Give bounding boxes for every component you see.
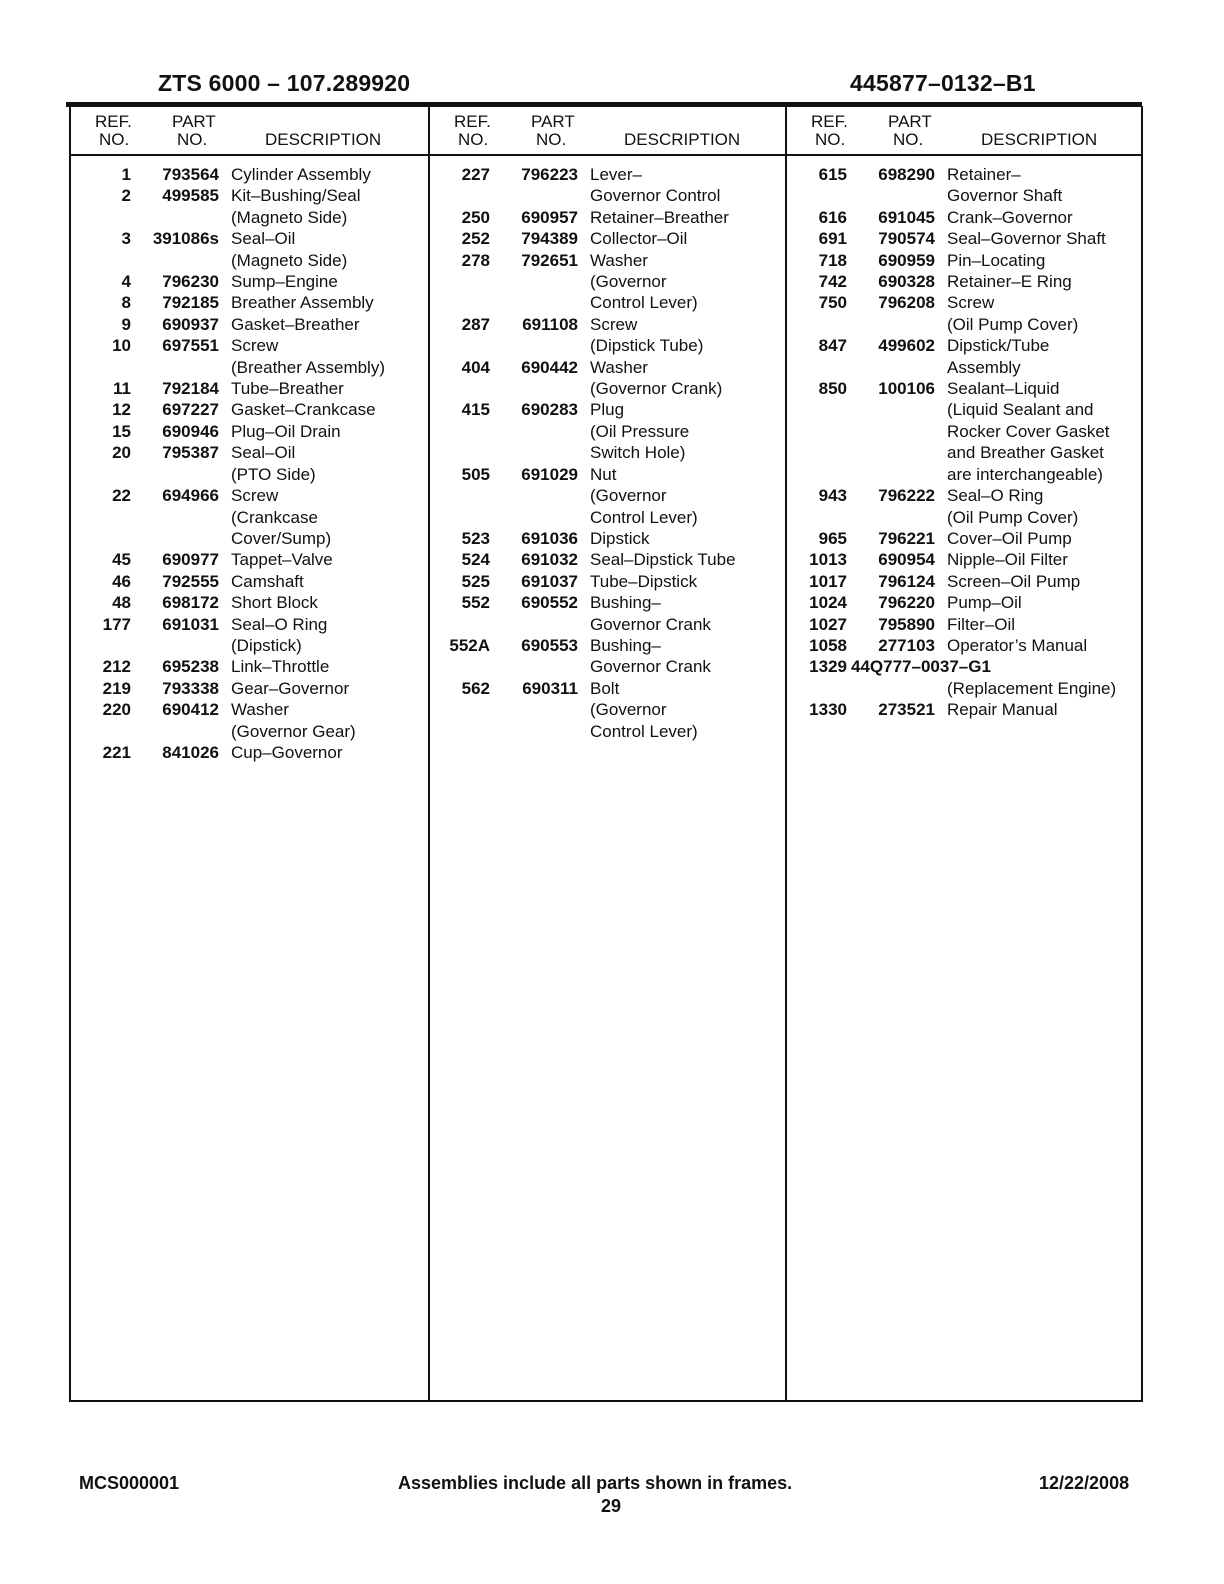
part-row — [787, 228, 1143, 249]
column-header — [430, 106, 787, 156]
part-number: 796221 — [878, 528, 935, 548]
ref-number: 562 — [461, 678, 490, 698]
part-row — [430, 164, 787, 207]
part-description: Screw (Dipstick Tube) — [590, 314, 704, 356]
part-row — [71, 571, 428, 592]
header-ref: REF. — [95, 112, 132, 131]
ref-number: 1329 — [809, 657, 847, 677]
part-row — [71, 656, 428, 677]
part-number: 690283 — [521, 400, 578, 420]
ref-number: 850 — [818, 379, 847, 399]
ref-number: 718 — [818, 250, 847, 270]
part-number: 698172 — [162, 593, 219, 613]
part-number: 690442 — [521, 357, 578, 377]
part-description: Seal–Dipstick Tube — [590, 550, 736, 570]
header-part-no: NO. — [893, 130, 924, 149]
ref-number: 616 — [818, 207, 847, 227]
header-part-no: NO. — [536, 130, 567, 149]
header-part-no: NO. — [177, 130, 208, 149]
part-number: 796222 — [878, 486, 935, 506]
part-description: Filter–Oil — [947, 614, 1016, 634]
ref-number: 2 — [121, 186, 131, 206]
part-row — [430, 228, 787, 249]
part-description: Crank–Governor — [947, 207, 1073, 227]
ref-number: 212 — [102, 657, 131, 677]
parts-column-1 — [71, 106, 428, 1400]
part-description: Sump–Engine — [231, 272, 338, 292]
ref-number: 1058 — [809, 635, 847, 655]
part-number: 695238 — [162, 657, 219, 677]
part-description: Tappet–Valve — [231, 550, 333, 570]
part-row — [71, 699, 428, 742]
part-description: Gasket–Crankcase — [231, 400, 376, 420]
part-number: 391086s — [152, 229, 219, 249]
ref-number: 48 — [112, 593, 131, 613]
ref-number: 221 — [102, 742, 131, 762]
part-row — [71, 592, 428, 613]
part-number: 796220 — [878, 593, 935, 613]
part-description: Sealant–Liquid (Liquid Sealant and Rocker Cover Gasket and Breather Gasket are interchangeable) — [947, 379, 1110, 484]
ref-number: 847 — [818, 336, 847, 356]
ref-number: 227 — [461, 165, 490, 184]
part-number: 499602 — [878, 336, 935, 356]
ref-number: 415 — [461, 400, 490, 420]
part-description: Washer (Governor Crank) — [590, 357, 723, 399]
ref-number: 8 — [121, 293, 131, 313]
part-row — [787, 207, 1143, 228]
ref-number: 177 — [102, 614, 131, 634]
part-number: 690959 — [878, 250, 935, 270]
part-description: Breather Assembly — [231, 293, 374, 313]
part-number: 499585 — [162, 186, 219, 206]
ref-number: 1 — [121, 165, 131, 184]
part-description: Retainer–Breather — [590, 207, 729, 227]
part-row — [430, 635, 787, 678]
part-row — [787, 656, 1143, 699]
part-row — [71, 399, 428, 420]
part-number: 690954 — [878, 550, 935, 570]
ref-number: 615 — [818, 165, 847, 184]
part-number: 796230 — [162, 272, 219, 292]
part-number: 793564 — [162, 165, 219, 184]
part-row — [71, 271, 428, 292]
part-description: Dipstick/Tube Assembly — [947, 336, 1050, 377]
part-description: Plug–Oil Drain — [231, 421, 341, 441]
part-description: Seal–Oil (Magneto Side) — [231, 229, 348, 270]
part-number: 690553 — [521, 635, 578, 655]
part-row — [787, 271, 1143, 292]
part-description: Gear–Governor — [231, 678, 350, 698]
part-number: 793338 — [162, 678, 219, 698]
part-number: 44Q777–0037–G1 — [851, 657, 991, 677]
ref-number: 1330 — [809, 700, 847, 720]
footer-code: MCS000001 — [79, 1473, 180, 1493]
ref-number: 9 — [121, 314, 131, 334]
ref-number: 45 — [112, 550, 131, 570]
part-description: Screw (Crankcase Cover/Sump) — [231, 486, 332, 548]
part-description: Plug (Oil Pressure Switch Hole) — [590, 400, 690, 463]
part-number: 690328 — [878, 272, 935, 292]
part-description: Dipstick — [590, 528, 650, 548]
part-description: Seal–Oil (PTO Side) — [231, 443, 316, 484]
part-number: 691045 — [878, 207, 935, 227]
footer-note: Assemblies include all parts shown in frames. — [398, 1473, 793, 1493]
part-description: Screw (Breather Assembly) — [231, 336, 385, 377]
part-row — [787, 335, 1143, 378]
header-description: DESCRIPTION — [981, 130, 1098, 149]
part-row — [430, 678, 787, 742]
part-row — [430, 314, 787, 357]
ref-number: 22 — [112, 486, 131, 506]
part-description: Pump–Oil — [947, 593, 1022, 613]
ref-number: 220 — [102, 700, 131, 720]
ref-number: 505 — [461, 464, 490, 484]
header-part: PART — [888, 112, 932, 131]
ref-number: 250 — [461, 207, 490, 227]
ref-number: 524 — [461, 550, 490, 570]
part-row — [430, 357, 787, 400]
part-row — [71, 314, 428, 335]
part-number: 100106 — [878, 379, 935, 399]
ref-number: 742 — [818, 272, 847, 292]
part-description: Retainer–E Ring — [947, 272, 1072, 292]
part-number: 792555 — [162, 571, 219, 591]
part-number: 690311 — [522, 678, 578, 698]
ref-number: 11 — [113, 379, 131, 399]
ref-number: 20 — [112, 443, 131, 463]
part-row — [71, 742, 428, 763]
ref-number: 1024 — [809, 593, 847, 613]
part-number: 690946 — [162, 421, 219, 441]
ref-number: 552 — [461, 593, 490, 613]
part-row — [71, 378, 428, 399]
part-description: Cup–Governor — [231, 742, 343, 762]
part-number: 690937 — [162, 314, 219, 334]
part-description: Screw (Oil Pump Cover) — [947, 293, 1079, 334]
part-row — [430, 549, 787, 570]
parts-column-2 — [428, 106, 787, 1400]
part-description: Tube–Dipstick — [590, 571, 698, 591]
part-row — [430, 528, 787, 549]
ref-number: 1013 — [809, 550, 847, 570]
part-row — [787, 699, 1143, 720]
part-number: 794389 — [521, 229, 578, 249]
part-description: Washer (Governor Gear) — [231, 700, 356, 741]
model-title: ZTS 6000 – 107.289920 — [158, 70, 411, 96]
part-description: Short Block — [231, 593, 318, 613]
part-description: Cover–Oil Pump — [947, 528, 1072, 548]
part-description: Camshaft — [231, 571, 304, 591]
ref-number: 525 — [461, 571, 490, 591]
part-row — [71, 228, 428, 271]
part-row — [430, 571, 787, 592]
part-description: Washer (Governor Control Lever) — [590, 250, 698, 313]
part-number: 796223 — [521, 165, 578, 184]
part-row — [71, 292, 428, 313]
part-row — [430, 250, 787, 314]
part-description: Lever– Governor Control — [590, 165, 721, 206]
ref-number: 12 — [112, 400, 131, 420]
part-description: Seal–Governor Shaft — [947, 229, 1106, 249]
ref-number: 3 — [121, 229, 131, 249]
part-description: Gasket–Breather — [231, 314, 360, 334]
part-description: Bushing– Governor Crank — [590, 593, 711, 634]
header-ref-no: NO. — [99, 130, 130, 149]
part-row — [71, 485, 428, 549]
part-row — [71, 614, 428, 657]
part-row — [430, 399, 787, 463]
header-description: DESCRIPTION — [624, 130, 741, 149]
part-description: Retainer– Governor Shaft — [947, 165, 1063, 206]
ref-number: 46 — [112, 571, 131, 591]
part-description: Collector–Oil — [590, 229, 688, 249]
part-row — [787, 164, 1143, 207]
part-number: 796208 — [878, 293, 935, 313]
header-ref: REF. — [454, 112, 491, 131]
part-row — [430, 464, 787, 528]
parts-list — [787, 164, 1143, 721]
part-row — [430, 592, 787, 635]
part-row — [787, 549, 1143, 570]
ref-number: 278 — [461, 250, 490, 270]
part-number: 273521 — [878, 700, 935, 720]
part-row — [71, 442, 428, 485]
ref-number: 1017 — [809, 571, 847, 591]
part-description: Repair Manual — [947, 700, 1058, 720]
part-number: 697227 — [162, 400, 219, 420]
part-row — [71, 335, 428, 378]
part-number: 792185 — [162, 293, 219, 313]
part-description: Link–Throttle — [231, 657, 330, 677]
header-ref: REF. — [811, 112, 848, 131]
part-row — [787, 378, 1143, 485]
part-row — [71, 678, 428, 699]
part-number: 795387 — [162, 443, 219, 463]
part-row — [71, 164, 428, 185]
part-number: 691032 — [521, 550, 578, 570]
part-number: 792651 — [521, 250, 578, 270]
part-description: Nut (Governor Control Lever) — [590, 464, 698, 527]
ref-number: 523 — [461, 528, 490, 548]
part-description: Tube–Breather — [231, 379, 344, 399]
footer-date: 12/22/2008 — [1039, 1473, 1130, 1493]
part-row — [787, 528, 1143, 549]
part-row — [430, 207, 787, 228]
part-number: 690552 — [521, 593, 578, 613]
part-row — [787, 635, 1143, 656]
part-number: 691031 — [162, 614, 219, 634]
column-header — [71, 106, 428, 156]
part-number: 792184 — [162, 379, 219, 399]
part-row — [787, 571, 1143, 592]
ref-number: 4 — [121, 272, 131, 292]
ref-number: 15 — [112, 421, 131, 441]
part-number: 690412 — [162, 700, 219, 720]
part-number: 697551 — [162, 336, 219, 356]
ref-number: 965 — [818, 528, 847, 548]
document-number: 445877–0132–B1 — [850, 70, 1036, 96]
ref-number: 1027 — [809, 614, 847, 634]
parts-list — [430, 164, 787, 742]
ref-number: 691 — [818, 229, 847, 249]
ref-number: 943 — [818, 486, 847, 506]
ref-number: 750 — [818, 293, 847, 313]
parts-table — [69, 106, 1143, 1402]
part-number: 691108 — [522, 314, 578, 334]
ref-number: 287 — [461, 314, 490, 334]
column-header — [787, 106, 1143, 156]
header-part: PART — [531, 112, 575, 131]
part-number: 690957 — [521, 207, 578, 227]
parts-list — [71, 164, 428, 763]
part-number: 277103 — [878, 635, 935, 655]
part-description: Bushing– Governor Crank — [590, 635, 711, 677]
part-number: 795890 — [878, 614, 935, 634]
part-description: Kit–Bushing/Seal (Magneto Side) — [231, 186, 361, 227]
part-row — [71, 549, 428, 570]
part-row — [787, 485, 1143, 528]
part-number: 841026 — [162, 742, 219, 762]
header-ref-no: NO. — [458, 130, 489, 149]
header-ref-no: NO. — [815, 130, 846, 149]
part-description: Seal–O Ring (Dipstick) — [231, 614, 328, 655]
header-description: DESCRIPTION — [265, 130, 382, 149]
parts-column-3 — [785, 106, 1143, 1400]
part-row — [787, 614, 1143, 635]
part-number: 690977 — [162, 550, 219, 570]
part-description: Pin–Locating — [947, 250, 1046, 270]
ref-number: 219 — [102, 678, 131, 698]
part-description: (Replacement Engine) — [947, 678, 1117, 698]
part-number: 790574 — [878, 229, 935, 249]
part-number: 796124 — [878, 571, 935, 591]
part-description: Screen–Oil Pump — [947, 571, 1081, 591]
page-number: 29 — [601, 1496, 622, 1516]
part-number: 691037 — [521, 571, 578, 591]
part-description: Seal–O Ring (Oil Pump Cover) — [947, 486, 1079, 527]
header-part: PART — [172, 112, 216, 131]
part-row — [787, 592, 1143, 613]
part-row — [787, 250, 1143, 271]
part-number: 691029 — [521, 464, 578, 484]
part-description: Nipple–Oil Filter — [947, 550, 1068, 570]
part-row — [71, 421, 428, 442]
part-row — [71, 185, 428, 228]
part-row — [787, 292, 1143, 335]
ref-number: 252 — [461, 229, 490, 249]
part-number: 694966 — [162, 486, 219, 506]
ref-number: 10 — [112, 336, 131, 356]
part-description: Bolt (Governor Control Lever) — [590, 678, 698, 741]
part-description: Cylinder Assembly — [231, 165, 371, 184]
ref-number: 404 — [461, 357, 490, 377]
part-number: 698290 — [878, 165, 935, 184]
part-description: Operator’s Manual — [947, 635, 1088, 655]
part-number: 691036 — [521, 528, 578, 548]
ref-number: 552A — [449, 635, 490, 655]
